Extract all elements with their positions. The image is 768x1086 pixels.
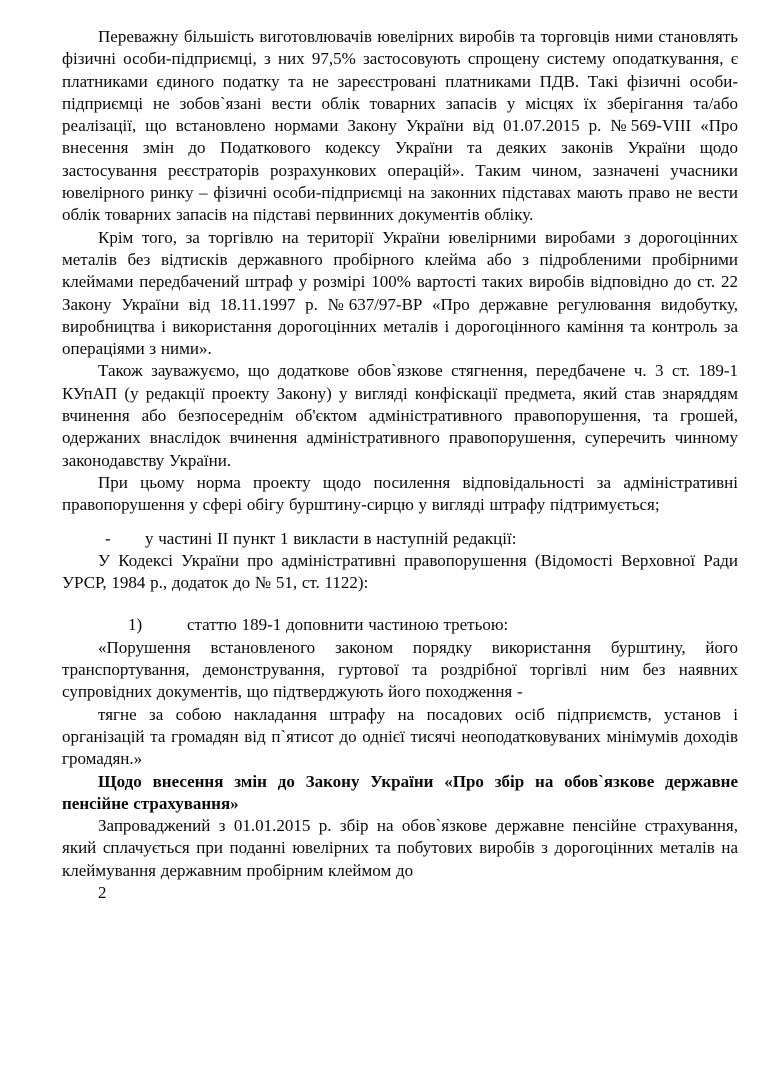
- page-number: 2: [98, 882, 107, 902]
- paragraph-amber-violation-quote: «Порушення встановленого законом порядку використання бурштину, його транспортування, демонстрування, гуртової та роздрібної торгівлі ним без наявних супровідних документів, що підтверджують його походження -: [62, 637, 738, 702]
- section-heading-pension-insurance-law: Щодо внесення змін до Закону України «Про збір на обов`язкове державне пенсійне страхування»: [62, 771, 738, 813]
- paragraph-penalty-amount-quote: тягне за собою накладання штрафу на посадових осіб підприємств, установ і організацій та громадян від п`ятисот до однієї тисячі неоподатковуваних мінімумів доходів громадян.»: [62, 704, 738, 769]
- numbered-item-text: статтю 189-1 доповнити частиною третьою:: [187, 615, 509, 635]
- paragraph-amber-fine-supported: При цьому норма проекту щодо посилення відповідальності за адміністративні правопорушення у сфері обігу бурштину-сирцю у вигляді штрафу підтримується;: [62, 472, 738, 515]
- paragraph-pension-levy-intro: Запроваджений з 01.01.2015 р. збір на обов`язкове державне пенсійне страхування, який сплачується при поданні ювелірних та побутових виробів з дорогоцінних металів на клеймування державним пробірним клеймом до: [62, 816, 738, 880]
- paragraph-admin-code-reference: У Кодексі України про адміністративні правопорушення (Відомості Верховної Ради УРСР, 1984 р., додаток до № 51, ст. 1122):: [62, 550, 738, 593]
- list-item-text: у частині II пункт 1 викласти в наступній редакції:: [145, 528, 517, 548]
- paragraph-tax-simplified-system: Переважну більшість виготовлювачів ювелірних виробів та торговців ними становлять фізичні особи-підприємці, з них 97,5% застосовують спрощену систему оподаткування, є платниками єдиного податку та не зареєстровані платниками ПДВ. Такі фізичні особи-підприємці не зобов`язані вести облік товарних запасів у місцях їх зберігання та/або реалізації, що встановлено нормами Закону України від 01.07.2015 р. №569-VIII «Про внесення змін до Податкового кодексу України та деяких законів України щодо застосування реєстраторів розрахункових операцій». Таким чином, зазначені учасники ювелірного ринку – фізичні особи-підприємці на законних підставах мають право не вести облік товарних запасів на підставі первинних документів обліку.: [62, 27, 738, 225]
- list-item-part-ii: [62, 528, 738, 550]
- paragraph-hallmark-fine: Крім того, за торгівлю на території України ювелірними виробами з дорогоцінних металів без відтисків державного пробірного клейма або з підробленими пробірними клеймами передбачений штраф у розмірі 100% вартості таких виробів відповідно до ст. 22 Закону України від 18.11.1997 р. №637/97-ВР «Про державне регулювання видобутку, виробництва і використання дорогоцінних металів і дорогоцінного каміння та контроль за операціями з ними».: [62, 227, 738, 359]
- numbered-item-marker: 1): [128, 615, 143, 635]
- numbered-item-article-189-1: [62, 614, 738, 636]
- paragraph-confiscation-note: Також зауважуємо, що додаткове обов`язкове стягнення, передбачене ч. 3 ст. 189-1 КУпАП (у редакції проекту Закону) у вигляді конфіскації предмета, який став знаряддям вчинення або безпосереднім об'єктом адміністративного правопорушення, та грошей, одержаних внаслідок вчинення адміністративного правопорушення, суперечить чинному законодавству України.: [62, 361, 738, 470]
- list-item-dash: -: [105, 528, 111, 548]
